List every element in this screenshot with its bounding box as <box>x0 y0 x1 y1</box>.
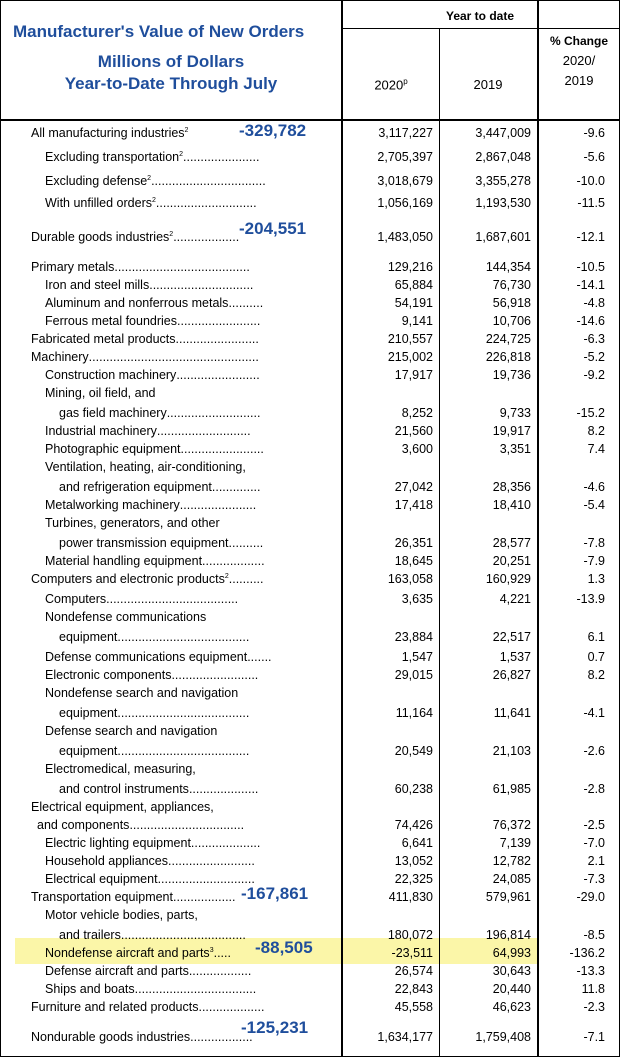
value-2019: 10,706 <box>492 314 531 328</box>
pct-change: -13.9 <box>576 592 605 606</box>
row-label: Ships and boats................................... <box>45 982 257 996</box>
table-row <box>1 126 619 144</box>
value-2020: 21,560 <box>394 424 433 438</box>
row-label: Aluminum and nonferrous metals.......... <box>45 296 264 310</box>
value-2019: 22,517 <box>492 630 531 644</box>
table-row <box>1 872 619 890</box>
leader-dots: .......... <box>228 572 264 586</box>
row-label: Fabricated metal products........................ <box>31 332 259 346</box>
table-row <box>1 480 619 498</box>
value-2020: 26,574 <box>394 964 433 978</box>
pct-change: -5.6 <box>583 150 605 164</box>
row-label: Excluding defense$^2$................................. <box>45 174 266 188</box>
row-label: Nondefense search and navigation <box>45 686 239 700</box>
pct-change: -7.3 <box>583 872 605 886</box>
pct-change: -7.1 <box>583 1030 605 1044</box>
row-label: and trailers.................................... <box>59 928 246 942</box>
value-2020: -23,511 <box>391 946 433 960</box>
value-2020: 3,600 <box>401 442 433 456</box>
value-2020: 29,015 <box>394 668 433 682</box>
table-row <box>1 554 619 572</box>
value-2019: 26,827 <box>492 668 531 682</box>
pct-change: -8.5 <box>583 928 605 942</box>
value-2019: 56,918 <box>492 296 531 310</box>
row-label: power transmission equipment.......... <box>59 536 264 550</box>
pct-change: 6.1 <box>587 630 605 644</box>
leader-dots: .................................... <box>120 928 246 942</box>
leader-dots: ................................... <box>134 982 257 996</box>
table-row <box>1 854 619 872</box>
value-2019: 579,961 <box>485 890 531 904</box>
table-row <box>1 278 619 296</box>
pct-change: -4.6 <box>583 480 605 494</box>
table-row <box>1 386 619 404</box>
value-2020: 17,418 <box>394 498 433 512</box>
row-label: Iron and steel mills.............................. <box>45 278 254 292</box>
row-label: Industrial machinery........................... <box>45 424 251 438</box>
row-label: and control instruments.................... <box>59 782 259 796</box>
row-label: Electrical equipment, appliances, <box>31 800 214 814</box>
pct-change: -14.1 <box>576 278 605 292</box>
row-label: equipment...................................... <box>59 706 250 720</box>
pct-change: 8.2 <box>587 668 605 682</box>
table-row <box>1 964 619 982</box>
leader-dots: .......... <box>228 536 264 550</box>
pct-change: -4.1 <box>583 706 605 720</box>
pct-change: -2.6 <box>583 744 605 758</box>
row-label: Photographic equipment........................ <box>45 442 264 456</box>
row-label: Household appliances......................... <box>45 854 255 868</box>
value-2020: 27,042 <box>394 480 433 494</box>
row-label: Defense aircraft and parts.................. <box>45 964 252 978</box>
value-2020: 17,917 <box>394 368 433 382</box>
row-label: Primary metals....................................... <box>31 260 250 274</box>
row-label: Machinery................................................. <box>31 350 259 364</box>
value-2019: 3,351 <box>499 442 531 456</box>
table-row <box>1 762 619 780</box>
pct-change: -136.2 <box>569 946 605 960</box>
value-2020: 60,238 <box>394 782 433 796</box>
value-2019: 61,985 <box>492 782 531 796</box>
row-label: Material handling equipment.................. <box>45 554 265 568</box>
leader-dots: ................................. <box>129 818 245 832</box>
table-row <box>1 782 619 800</box>
row-label: With unfilled orders$^2$............................. <box>45 196 257 210</box>
pct-change: -6.3 <box>583 332 605 346</box>
row-label: Ferrous metal foundries........................ <box>45 314 261 328</box>
value-2020: 11,164 <box>395 706 433 720</box>
row-label: Motor vehicle bodies, parts, <box>45 908 198 922</box>
value-2019: 3,447,009 <box>475 126 531 140</box>
row-label: Computers...................................... <box>45 592 239 606</box>
value-2019: 24,085 <box>492 872 531 886</box>
pct-change: -7.0 <box>583 836 605 850</box>
leader-dots: ....................................... <box>114 260 250 274</box>
table-row <box>1 1000 619 1018</box>
leader-dots: ......................... <box>168 854 255 868</box>
row-label: Electromedical, measuring, <box>45 762 196 776</box>
pct-change: -2.3 <box>583 1000 605 1014</box>
leader-dots: ..... <box>213 946 231 960</box>
row-label: Mining, oil field, and <box>45 386 156 400</box>
value-2019: 21,103 <box>492 744 531 758</box>
column-header-2020: 2020$^p$ <box>374 77 408 93</box>
value-2019: 7,139 <box>499 836 531 850</box>
value-2020: 3,018,679 <box>377 174 433 188</box>
table-row <box>1 908 619 926</box>
row-label: gas field machinery........................... <box>59 406 261 420</box>
table-row <box>1 174 619 192</box>
table-row <box>1 1030 619 1048</box>
table-row <box>1 818 619 836</box>
leader-dots: .................. <box>188 964 252 978</box>
year-to-date-header: Year to date <box>445 9 515 23</box>
table-row <box>1 498 619 516</box>
preliminary-mark: p <box>403 77 408 86</box>
value-2019: 1,759,408 <box>475 1030 531 1044</box>
leader-dots: ........................... <box>166 406 261 420</box>
leader-dots: ................................. <box>151 174 266 188</box>
row-label: Construction machinery........................ <box>45 368 260 382</box>
pct-change: -12.1 <box>576 230 605 244</box>
value-2019: 12,782 <box>492 854 531 868</box>
value-2019: 28,356 <box>492 480 531 494</box>
leader-dots: ........................ <box>175 332 259 346</box>
leader-dots: ................... <box>198 1000 265 1014</box>
row-label: All manufacturing industries$^2$ <box>31 126 189 140</box>
value-2020: 1,056,169 <box>377 196 433 210</box>
table-row <box>1 890 619 908</box>
pct-change: -14.6 <box>576 314 605 328</box>
value-2019: 196,814 <box>485 928 531 942</box>
value-2020: 22,843 <box>394 982 433 996</box>
leader-dots: ...................................... <box>106 592 239 606</box>
row-label: Transportation equipment.................. <box>31 890 236 904</box>
table-row <box>1 800 619 818</box>
leader-dots: ........................... <box>156 424 251 438</box>
leader-dots: ............................. <box>155 196 257 210</box>
row-label: Defense communications equipment....... <box>45 650 272 664</box>
value-2019: 144,354 <box>485 260 531 274</box>
row-label: equipment...................................... <box>59 744 250 758</box>
leader-dots: ...................... <box>183 150 260 164</box>
row-label: and components................................. <box>37 818 245 832</box>
pct-change: -13.3 <box>576 964 605 978</box>
value-2019: 30,643 <box>492 964 531 978</box>
value-2020: 215,002 <box>387 350 433 364</box>
table-row <box>1 536 619 554</box>
value-2019: 64,993 <box>492 946 531 960</box>
value-2020: 22,325 <box>394 872 433 886</box>
row-label: Nondefense aircraft and parts$^3$..... <box>45 946 231 960</box>
title-line-3: Year-to-Date Through July <box>64 74 278 93</box>
row-label: Electrical equipment............................ <box>45 872 255 886</box>
table-row <box>1 350 619 368</box>
leader-dots: ....... <box>247 650 272 664</box>
header-separator <box>1 119 619 121</box>
value-2020: 180,072 <box>387 928 433 942</box>
table-row <box>1 686 619 704</box>
value-2019: 76,372 <box>492 818 531 832</box>
title-line-2: Millions of Dollars <box>97 52 245 71</box>
value-2020: 9,141 <box>401 314 433 328</box>
pct-change: -4.8 <box>583 296 605 310</box>
leader-dots: ...................................... <box>117 744 250 758</box>
value-2019: 1,193,530 <box>475 196 531 210</box>
value-2020: 129,216 <box>387 260 433 274</box>
table-row <box>1 368 619 386</box>
leader-dots: .............. <box>211 480 261 494</box>
value-2019: 4,221 <box>499 592 531 606</box>
table-row <box>1 332 619 350</box>
leader-dots: .................. <box>202 554 265 568</box>
table-row <box>1 706 619 724</box>
value-2020: 13,052 <box>394 854 433 868</box>
table-row <box>1 406 619 424</box>
table-title <box>1 21 341 95</box>
leader-dots: ........................ <box>177 314 261 328</box>
table-row <box>1 314 619 332</box>
table-row <box>1 460 619 478</box>
column-header-pct-change: % Change 2020/ 2019 <box>549 34 608 88</box>
row-label: Metalworking machinery...................... <box>45 498 257 512</box>
leader-dots: .................. <box>190 1030 253 1044</box>
row-label: equipment...................................... <box>59 630 250 644</box>
value-2020: 45,558 <box>394 1000 433 1014</box>
title-line-1: Manufacturer's Value of New Orders <box>13 22 305 41</box>
pct-change: -10.5 <box>576 260 605 274</box>
table-row <box>1 516 619 534</box>
pct-change: -11.5 <box>577 196 605 210</box>
annotation-nondefense-aircraft: -88,505 <box>255 938 313 957</box>
table-row <box>1 442 619 460</box>
annotation-nondurable-goods: -125,231 <box>241 1018 309 1037</box>
value-2019: 9,733 <box>499 406 531 420</box>
pct-change: -7.8 <box>583 536 605 550</box>
row-label: and refrigeration equipment.............. <box>59 480 261 494</box>
table-row <box>1 572 619 590</box>
column-header-2019: 2019 <box>473 77 503 92</box>
pct-change: -7.9 <box>583 554 605 568</box>
value-2020: 1,634,177 <box>377 1030 433 1044</box>
value-2020: 54,191 <box>394 296 433 310</box>
table-row <box>1 610 619 628</box>
pct-change: -15.2 <box>576 406 605 420</box>
row-label: Nondefense communications <box>45 610 207 624</box>
row-label: Furniture and related products................... <box>31 1000 265 1014</box>
value-2020: 18,645 <box>394 554 433 568</box>
value-2019: 1,537 <box>499 650 531 664</box>
leader-dots: ........................ <box>180 442 264 456</box>
value-2020: 3,635 <box>401 592 433 606</box>
table-row <box>1 260 619 278</box>
annotation-durable-goods: -204,551 <box>239 219 307 238</box>
pct-change: -10.0 <box>576 174 605 188</box>
pct-change: 7.4 <box>587 442 605 456</box>
leader-dots: ................................................. <box>88 350 259 364</box>
value-2019: 19,736 <box>492 368 531 382</box>
table-row <box>1 196 619 214</box>
pct-change: -2.5 <box>583 818 605 832</box>
pct-change: 1.3 <box>587 572 605 586</box>
value-2019: 1,687,601 <box>475 230 531 244</box>
table-row <box>1 982 619 1000</box>
value-2020: 1,547 <box>401 650 433 664</box>
value-2019: 19,917 <box>492 424 531 438</box>
table-row <box>1 650 619 668</box>
value-2019: 76,730 <box>492 278 531 292</box>
pct-change: -29.0 <box>576 890 605 904</box>
leader-dots: ......................... <box>171 668 259 682</box>
table-row <box>1 424 619 442</box>
value-2020: 74,426 <box>394 818 433 832</box>
value-2020: 8,252 <box>401 406 433 420</box>
value-2019: 20,440 <box>492 982 531 996</box>
value-2020: 65,884 <box>394 278 433 292</box>
value-2019: 2,867,048 <box>475 150 531 164</box>
value-2019: 224,725 <box>485 332 531 346</box>
row-label: Electric lighting equipment.................... <box>45 836 261 850</box>
pct-change: 8.2 <box>587 424 605 438</box>
pct-change: 0.7 <box>587 650 605 664</box>
pct-change: -2.8 <box>583 782 605 796</box>
value-2019: 3,355,278 <box>475 174 531 188</box>
pct-change: -5.2 <box>583 350 605 364</box>
pct-change: -9.6 <box>583 126 605 140</box>
value-2019: 11,641 <box>493 706 531 720</box>
leader-dots: ...................................... <box>117 706 250 720</box>
table-row <box>1 630 619 648</box>
value-2019: 226,818 <box>485 350 531 364</box>
table-row <box>1 836 619 854</box>
table-row <box>1 296 619 314</box>
pct-change: -5.4 <box>583 498 605 512</box>
leader-dots: .............................. <box>149 278 254 292</box>
leader-dots: .................... <box>190 836 261 850</box>
leader-dots: .................... <box>188 782 259 796</box>
leader-dots: ...................... <box>179 498 257 512</box>
leader-dots: ................... <box>173 230 240 244</box>
leader-dots: ............................ <box>157 872 255 886</box>
value-2020: 26,351 <box>394 536 433 550</box>
value-2020: 411,830 <box>388 890 433 904</box>
leader-dots: ...................................... <box>117 630 250 644</box>
row-label: Computers and electronic products$^2$.......... <box>31 572 264 586</box>
leader-dots: ........................ <box>176 368 260 382</box>
value-2020: 163,058 <box>387 572 433 586</box>
value-2020: 20,549 <box>394 744 433 758</box>
table-row <box>1 230 619 248</box>
row-label: Electronic components......................... <box>45 668 259 682</box>
pct-change: 2.1 <box>587 854 605 868</box>
pct-change: -9.2 <box>583 368 605 382</box>
annotation-transportation: -167,861 <box>241 884 309 903</box>
row-label: Nondurable goods industries.................. <box>31 1030 253 1044</box>
table-row <box>1 150 619 168</box>
value-2019: 46,623 <box>492 1000 531 1014</box>
value-2019: 20,251 <box>492 554 531 568</box>
row-label: Durable goods industries$^2$................... <box>31 230 240 244</box>
table-row <box>1 668 619 686</box>
value-2019: 18,410 <box>492 498 531 512</box>
annotation-all-manufacturing: -329,782 <box>239 121 307 140</box>
row-label: Turbines, generators, and other <box>45 516 220 530</box>
row-label: Excluding transportation$^2$...................... <box>45 150 260 164</box>
value-2020: 2,705,397 <box>377 150 433 164</box>
value-2019: 28,577 <box>492 536 531 550</box>
table-row <box>1 592 619 610</box>
value-2020: 23,884 <box>394 630 433 644</box>
table-row <box>1 744 619 762</box>
row-label: Defense search and navigation <box>45 724 218 738</box>
pct-change: 11.8 <box>581 982 605 996</box>
value-2020: 6,641 <box>401 836 433 850</box>
value-2020: 1,483,050 <box>377 230 433 244</box>
value-2020: 210,557 <box>387 332 433 346</box>
row-label: Ventilation, heating, air-conditioning, <box>45 460 246 474</box>
leader-dots: .................. <box>172 890 236 904</box>
value-2020: 3,117,227 <box>378 126 433 140</box>
leader-dots: .......... <box>228 296 264 310</box>
value-2019: 160,929 <box>485 572 531 586</box>
table-row <box>1 724 619 742</box>
